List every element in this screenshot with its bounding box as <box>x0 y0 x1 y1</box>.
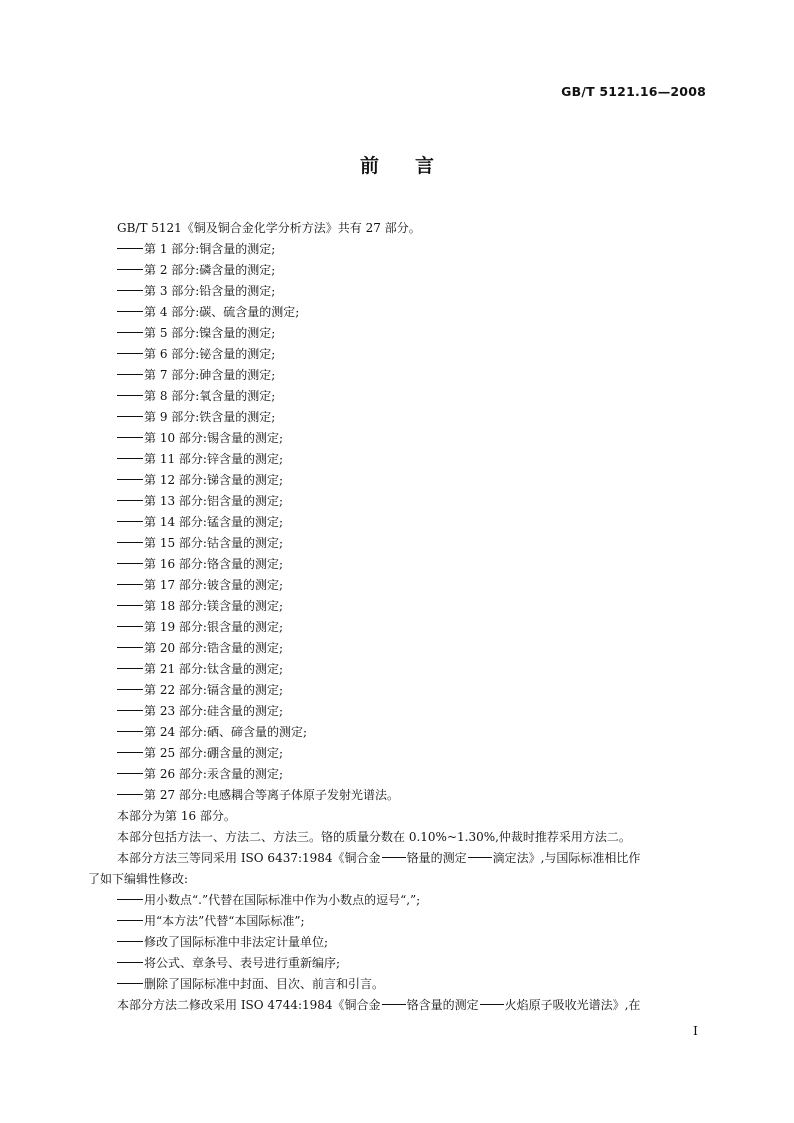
paragraph-method3 <box>88 848 706 869</box>
part-list-item-text: 第 1 部分:铜含量的测定; <box>144 242 276 256</box>
em-dash <box>382 1004 406 1005</box>
em-dash <box>117 563 143 564</box>
part-list-item <box>88 491 706 512</box>
paragraph-this-part: 本部分为第 16 部分。 <box>117 809 236 823</box>
em-dash <box>117 416 143 417</box>
part-list-item-text: 第 23 部分:硅含量的测定; <box>144 704 283 718</box>
part-list-item-text: 第 7 部分:砷含量的测定; <box>144 368 276 382</box>
part-list-item-text: 第 26 部分:汞含量的测定; <box>144 767 283 781</box>
part-list-item-text: 第 4 部分:碳、硫含量的测定; <box>144 305 300 319</box>
em-dash <box>117 269 143 270</box>
part-list-item-text: 第 18 部分:镁含量的测定; <box>144 599 283 613</box>
part-list-item-text: 第 9 部分:铁含量的测定; <box>144 410 276 424</box>
part-list-item <box>88 407 706 428</box>
part-list-item-text: 第 12 部分:锑含量的测定; <box>144 473 283 487</box>
edit-list-item <box>88 890 706 911</box>
edit-list-item-text: 用“本方法”代替“本国际标准”; <box>144 914 305 928</box>
em-dash <box>117 920 143 921</box>
em-dash <box>117 752 143 753</box>
part-list-item <box>88 722 706 743</box>
page-number: I <box>693 1023 698 1038</box>
part-list-item <box>88 512 706 533</box>
em-dash <box>117 521 143 522</box>
part-list-item-text: 第 2 部分:磷含量的测定; <box>144 263 276 277</box>
part-list-item <box>88 554 706 575</box>
em-dash <box>117 710 143 711</box>
part-list-item <box>88 533 706 554</box>
part-list-item <box>88 365 706 386</box>
em-dash <box>480 1004 504 1005</box>
part-list-item-text: 第 22 部分:镉含量的测定; <box>144 683 283 697</box>
part-list-item-text: 第 10 部分:锡含量的测定; <box>144 431 283 445</box>
part-list-item-text: 第 14 部分:锰含量的测定; <box>144 515 283 529</box>
em-dash <box>117 941 143 942</box>
em-dash <box>117 983 143 984</box>
part-list-item <box>88 701 706 722</box>
part-list-item <box>88 386 706 407</box>
em-dash <box>117 332 143 333</box>
part-list-item-text: 第 3 部分:铅含量的测定; <box>144 284 276 298</box>
method3-text-a: 本部分方法三等同采用 ISO 6437:1984《铜合金 <box>117 851 381 865</box>
part-list-item <box>88 470 706 491</box>
em-dash <box>117 458 143 459</box>
part-list-item-text: 第 16 部分:铬含量的测定; <box>144 557 283 571</box>
edits-list <box>88 890 706 995</box>
em-dash <box>117 626 143 627</box>
em-dash <box>117 689 143 690</box>
em-dash <box>117 437 143 438</box>
method2-text-b: 铬含量的测定 <box>406 998 479 1012</box>
part-list-item-text: 第 20 部分:锆含量的测定; <box>144 641 283 655</box>
em-dash <box>117 290 143 291</box>
em-dash <box>117 248 143 249</box>
paragraph-methods: 本部分包括方法一、方法二、方法三。铬的质量分数在 0.10%~1.30%,仲裁时推荐采用方法二。 <box>117 830 631 844</box>
part-list-item <box>88 680 706 701</box>
edit-list-item-text: 修改了国际标准中非法定计量单位; <box>144 935 329 949</box>
part-list-item <box>88 617 706 638</box>
em-dash <box>117 773 143 774</box>
em-dash <box>117 668 143 669</box>
em-dash <box>117 605 143 606</box>
part-list-item <box>88 575 706 596</box>
parts-list <box>88 239 706 806</box>
part-list-item <box>88 260 706 281</box>
paragraph-method2 <box>88 995 706 1016</box>
edit-list-item-text: 将公式、章条号、表号进行重新编序; <box>144 956 341 970</box>
part-list-item-text: 第 21 部分:钛含量的测定; <box>144 662 283 676</box>
part-list-item-text: 第 8 部分:氧含量的测定; <box>144 389 276 403</box>
part-list-item <box>88 638 706 659</box>
page-title: 前言 <box>359 155 470 177</box>
part-list-item-text: 第 5 部分:镍含量的测定; <box>144 326 276 340</box>
em-dash <box>117 731 143 732</box>
part-list-item <box>88 596 706 617</box>
part-list-item-text: 第 15 部分:钴含量的测定; <box>144 536 283 550</box>
part-list-item-text: 第 11 部分:锌含量的测定; <box>144 452 283 466</box>
part-list-item-text: 第 17 部分:铍含量的测定; <box>144 578 283 592</box>
em-dash <box>117 962 143 963</box>
em-dash <box>117 647 143 648</box>
em-dash <box>117 584 143 585</box>
edit-list-item <box>88 953 706 974</box>
part-list-item <box>88 785 706 806</box>
em-dash <box>382 857 406 858</box>
part-list-item <box>88 743 706 764</box>
method3-text-c: 滴定法》,与国际标准相比作 <box>492 851 641 865</box>
part-list-item <box>88 281 706 302</box>
part-list-item-text: 第 6 部分:铋含量的测定; <box>144 347 276 361</box>
em-dash <box>117 500 143 501</box>
em-dash <box>117 899 143 900</box>
edit-list-item <box>88 932 706 953</box>
part-list-item <box>88 344 706 365</box>
intro-paragraph: GB/T 5121《铜及铜合金化学分析方法》共有 27 部分。 <box>117 221 421 235</box>
edit-list-item-text: 用小数点“.”代替在国际标准中作为小数点的逗号“,”; <box>144 893 421 907</box>
part-list-item-text: 第 27 部分:电感耦合等离子体原子发射光谱法。 <box>144 788 399 802</box>
part-list-item <box>88 659 706 680</box>
em-dash <box>117 374 143 375</box>
part-list-item-text: 第 19 部分:银含量的测定; <box>144 620 283 634</box>
edit-list-item <box>88 974 706 995</box>
part-list-item <box>88 323 706 344</box>
part-list-item <box>88 764 706 785</box>
body-text <box>88 218 706 1016</box>
part-list-item <box>88 239 706 260</box>
standard-code: GB/T 5121.16—2008 <box>561 84 706 99</box>
paragraph-method3-continued: 了如下编辑性修改: <box>88 872 189 886</box>
method2-text-a: 本部分方法二修改采用 ISO 4744:1984《铜合金 <box>117 998 381 1012</box>
em-dash <box>117 353 143 354</box>
part-list-item <box>88 428 706 449</box>
part-list-item <box>88 302 706 323</box>
part-list-item-text: 第 25 部分:硼含量的测定; <box>144 746 283 760</box>
method2-text-c: 火焰原子吸收光谱法》,在 <box>504 998 641 1012</box>
method3-text-b: 铬量的测定 <box>406 851 467 865</box>
em-dash <box>117 395 143 396</box>
edit-list-item <box>88 911 706 932</box>
em-dash <box>468 857 492 858</box>
edit-list-item-text: 删除了国际标准中封面、目次、前言和引言。 <box>144 977 385 991</box>
em-dash <box>117 794 143 795</box>
part-list-item-text: 第 24 部分:硒、碲含量的测定; <box>144 725 307 739</box>
em-dash <box>117 311 143 312</box>
em-dash <box>117 542 143 543</box>
part-list-item <box>88 449 706 470</box>
part-list-item-text: 第 13 部分:铝含量的测定; <box>144 494 283 508</box>
em-dash <box>117 479 143 480</box>
